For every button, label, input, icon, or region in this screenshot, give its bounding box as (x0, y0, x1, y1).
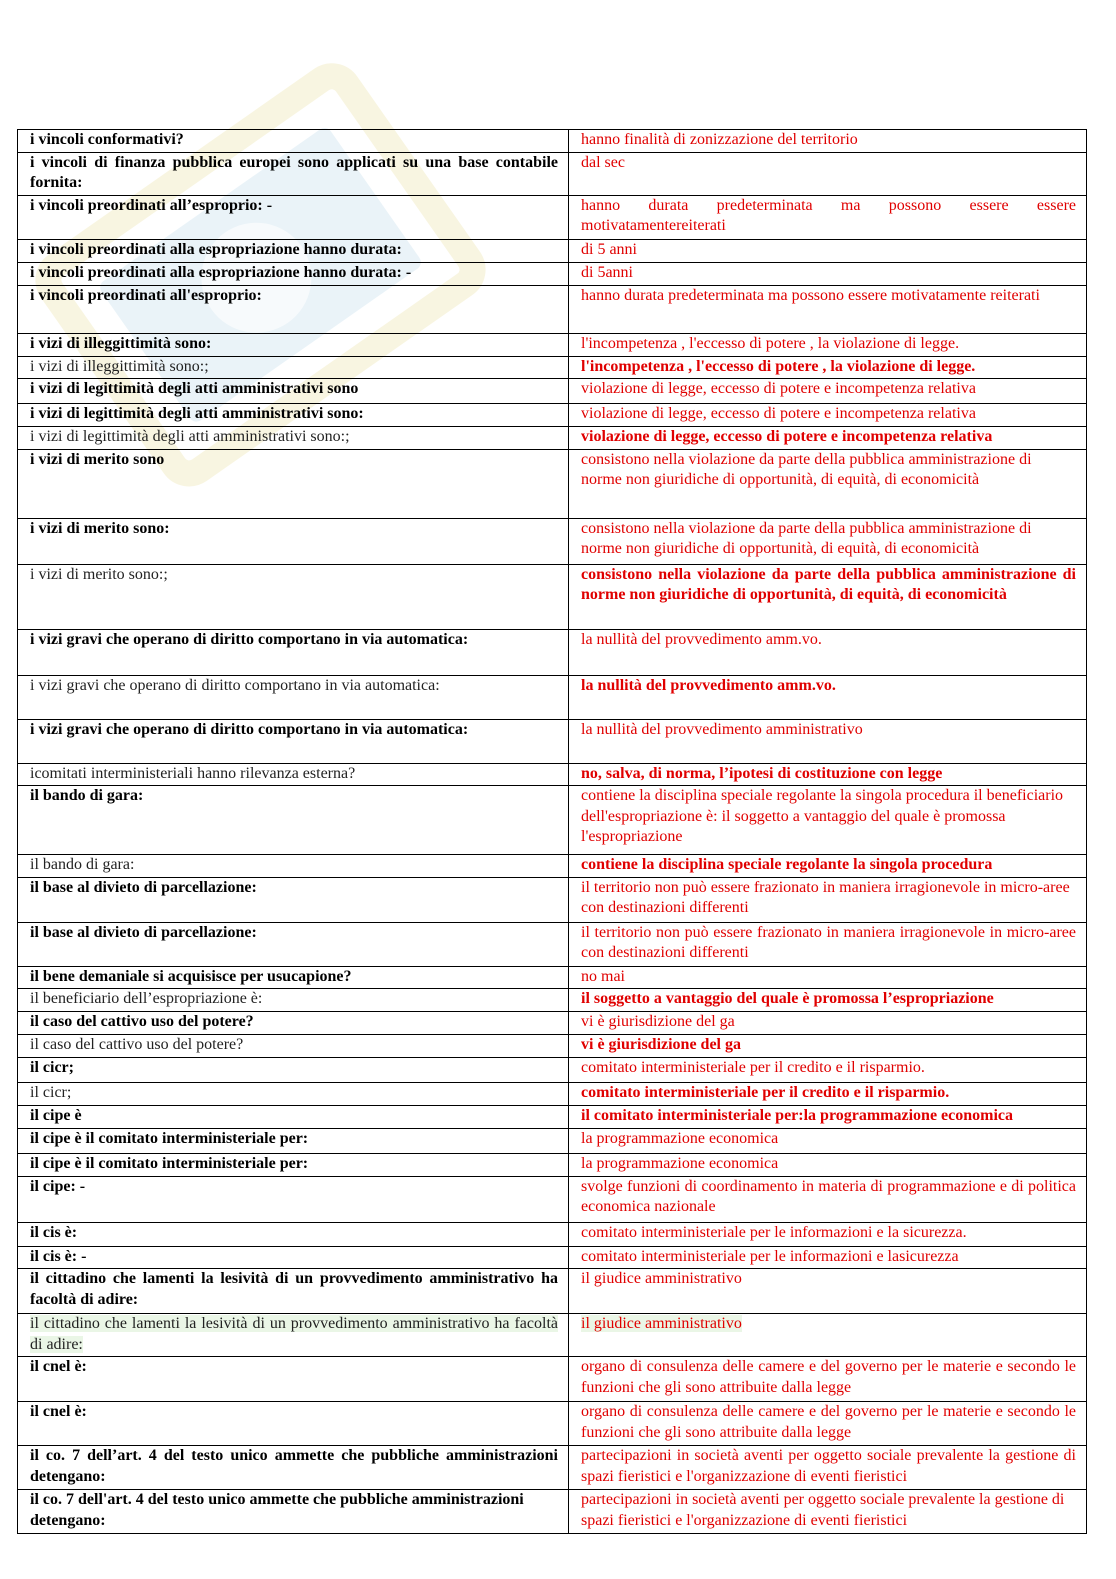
table-row (18, 195, 1087, 239)
question-text: il cipe è (30, 1106, 82, 1124)
question-cell (18, 262, 569, 285)
table-row (18, 1035, 1087, 1058)
question-text: il co. 7 dell'art. 4 del testo unico ammette che pubbliche amministrazioni detengano: (30, 1491, 524, 1529)
answer-text: consistono nella violazione da parte della pubblica amministrazione di norme non giuridiche di opportunità, di equità, di economicità (581, 519, 1032, 557)
question-text: i vizi di merito sono: (30, 519, 170, 537)
answer-cell (569, 195, 1087, 239)
question-cell (18, 427, 569, 450)
question-text: il cicr; (30, 1084, 72, 1101)
answer-cell (569, 262, 1087, 285)
question-cell (18, 1314, 569, 1357)
question-text: il cicr; (30, 1059, 74, 1076)
question-text: il bando di gara: (30, 787, 144, 804)
question-text: il base al divieto di parcellazione: (30, 923, 257, 941)
answer-cell (569, 629, 1087, 675)
answer-text: no mai (581, 967, 625, 985)
answer-cell (569, 675, 1087, 719)
question-cell (18, 966, 569, 989)
question-cell (18, 130, 569, 153)
table-row (18, 427, 1087, 450)
answer-text: vi è giurisdizione del ga (581, 1013, 735, 1030)
answer-cell (569, 877, 1087, 922)
question-cell (18, 877, 569, 922)
answer-cell (569, 356, 1087, 379)
answer-cell (569, 1402, 1087, 1446)
answer-cell (569, 564, 1087, 629)
question-text: il cis è: - (30, 1247, 87, 1265)
question-text: i vincoli conformativi? (30, 131, 184, 148)
answer-cell (569, 379, 1087, 404)
answer-cell (569, 449, 1087, 518)
answer-text: organo di consulenza delle camere e del governo per le materie e secondo le funzioni che gli sono attribuite dalla legge (581, 1403, 1076, 1441)
question-text: i vincoli preordinati alla espropriazione hanno durata: - (30, 263, 412, 281)
table-row (18, 675, 1087, 719)
answer-text: la programmazione economica (581, 1129, 779, 1147)
answer-cell (569, 763, 1087, 786)
question-cell (18, 1153, 569, 1176)
answer-cell (569, 1357, 1087, 1402)
answer-cell (569, 404, 1087, 427)
question-text: i vincoli preordinati all'esproprio: (30, 286, 262, 304)
table-row (18, 1176, 1087, 1222)
question-text: il cittadino che lamenti la lesività di un provvedimento amministrativo ha facoltà di adire: (30, 1315, 558, 1353)
question-text: il cipe: - (30, 1177, 86, 1195)
answer-text: dal sec (581, 153, 625, 171)
answer-text: la programmazione economica (581, 1154, 779, 1172)
question-text: il beneficiario dell’espropriazione è: (30, 990, 263, 1007)
answer-text: il giudice amministrativo (581, 1270, 742, 1287)
answer-cell (569, 1128, 1087, 1153)
answer-cell (569, 989, 1087, 1012)
answer-text: hanno durata predeterminata ma possono essere essere motivatamentereiterati (581, 196, 1076, 234)
table-row (18, 333, 1087, 356)
question-cell (18, 449, 569, 518)
question-cell (18, 1490, 569, 1534)
answer-text: svolge funzioni di coordinamento in materia di programmazione e di politica economica nazionale (581, 1177, 1076, 1215)
table-row (18, 449, 1087, 518)
question-text: il cnel è: (30, 1403, 87, 1420)
question-cell (18, 1083, 569, 1106)
answer-text: violazione di legge, eccesso di potere e incompetenza relativa (581, 380, 976, 397)
table-row (18, 285, 1087, 333)
table-row (18, 966, 1087, 989)
answer-text: contiene la disciplina speciale regolante la singola procedura il beneficiario dell'espropriazione è: il soggetto a vantaggio del quale è promossa l'espropriazione (581, 787, 1064, 845)
answer-text: violazione di legge, eccesso di potere e incompetenza relativa (581, 405, 976, 422)
answer-text: il comitato interministeriale per:la programmazione economica (581, 1106, 1014, 1124)
question-cell (18, 1269, 569, 1314)
question-text: i vizi gravi che operano di diritto comportano in via automatica: (30, 630, 469, 648)
question-cell (18, 239, 569, 262)
question-cell (18, 195, 569, 239)
answer-text: comitato interministeriale per le informazioni e lasicurezza (581, 1247, 959, 1265)
answer-cell (569, 518, 1087, 564)
table-row (18, 1128, 1087, 1153)
table-row (18, 379, 1087, 404)
answer-cell (569, 1035, 1087, 1058)
answer-text: la nullità del provvedimento amm.vo. (581, 676, 836, 694)
answer-cell (569, 1176, 1087, 1222)
table-row (18, 356, 1087, 379)
answer-text: la nullità del provvedimento amm.vo. (581, 630, 822, 648)
question-text: i vizi di merito sono (30, 450, 165, 468)
answer-cell (569, 1153, 1087, 1176)
answer-text: il giudice amministrativo (581, 1315, 742, 1332)
question-cell (18, 1176, 569, 1222)
question-cell (18, 1246, 569, 1269)
answer-cell (569, 1446, 1087, 1490)
table-row (18, 855, 1087, 878)
question-cell (18, 989, 569, 1012)
question-text: il base al divieto di parcellazione: (30, 878, 257, 896)
question-text: i vizi di merito sono:; (30, 565, 168, 583)
table-row (18, 629, 1087, 675)
question-text: i vizi di legittimità degli atti amministrativi sono: (30, 405, 364, 422)
answer-cell (569, 1058, 1087, 1083)
answer-text: organo di consulenza delle camere e del governo per le materie e secondo le funzioni che gli sono attribuite dalla legge (581, 1358, 1076, 1396)
answer-cell (569, 1012, 1087, 1035)
table-row (18, 763, 1087, 786)
answer-cell (569, 152, 1087, 195)
answer-cell (569, 1246, 1087, 1269)
question-text: il cnel è: (30, 1358, 87, 1375)
question-cell (18, 855, 569, 878)
question-text: il co. 7 dell’art. 4 del testo unico ammette che pubbliche amministrazioni detengano: (30, 1447, 558, 1485)
question-cell (18, 675, 569, 719)
question-cell (18, 786, 569, 855)
table-row (18, 922, 1087, 966)
question-text: i vizi di legittimità degli atti amministrativi sono:; (30, 428, 350, 445)
question-text: il bando di gara: (30, 856, 135, 873)
table-row (18, 877, 1087, 922)
answer-cell (569, 922, 1087, 966)
question-text: i vizi di legittimità degli atti amministrativi sono (30, 380, 359, 397)
answer-text: partecipazioni in società aventi per oggetto sociale prevalente la gestione di spazi fieristici e l'organizzazione di eventi fieristici (581, 1491, 1065, 1529)
answer-text: consistono nella violazione da parte della pubblica amministrazione di norme non giuridiche di opportunità, di equità, di economicità (581, 450, 1032, 488)
question-cell (18, 379, 569, 404)
answer-text: l'incompetenza , l'eccesso di potere , la violazione di legge. (581, 357, 976, 375)
answer-text: comitato interministeriale per il credito e il risparmio. (581, 1084, 950, 1101)
answer-text: l'incompetenza , l'eccesso di potere , la violazione di legge. (581, 334, 960, 352)
answer-cell (569, 130, 1087, 153)
answer-text: il soggetto a vantaggio del quale è promossa l’espropriazione (581, 990, 994, 1007)
answer-text: no, salva, di norma, l’ipotesi di costituzione con legge (581, 764, 943, 782)
answer-text: hanno finalità di zonizzazione del territorio (581, 131, 858, 148)
answer-text: contiene la disciplina speciale regolante la singola procedura (581, 856, 993, 873)
table-row (18, 262, 1087, 285)
question-text: i vizi di illeggittimità sono:; (30, 357, 209, 375)
answer-cell (569, 1314, 1087, 1357)
question-text: i vizi gravi che operano di diritto comportano in via automatica: (30, 720, 469, 738)
table-row (18, 1490, 1087, 1534)
answer-cell (569, 1222, 1087, 1246)
question-text: il caso del cattivo uso del potere? (30, 1013, 254, 1030)
question-text: i vizi gravi che operano di diritto comportano in via automatica: (30, 676, 440, 694)
answer-cell (569, 786, 1087, 855)
table-row (18, 1357, 1087, 1402)
table-row (18, 239, 1087, 262)
table-row (18, 1446, 1087, 1490)
answer-cell (569, 239, 1087, 262)
table-row (18, 518, 1087, 564)
question-cell (18, 333, 569, 356)
table-row (18, 719, 1087, 763)
answer-text: consistono nella violazione da parte della pubblica amministrazione di norme non giuridiche di opportunità, di equità, di economicità (581, 565, 1076, 603)
qa-table (17, 129, 1087, 1534)
answer-text: comitato interministeriale per il credito e il risparmio. (581, 1059, 925, 1076)
answer-cell (569, 285, 1087, 333)
answer-text: di 5 anni (581, 240, 637, 258)
question-cell (18, 285, 569, 333)
answer-cell (569, 1083, 1087, 1106)
table-row (18, 404, 1087, 427)
question-text: il cis è: (30, 1223, 78, 1241)
table-row (18, 1222, 1087, 1246)
question-cell (18, 356, 569, 379)
question-cell (18, 629, 569, 675)
question-cell (18, 763, 569, 786)
answer-cell (569, 333, 1087, 356)
question-text: i vincoli di finanza pubblica europei sono applicati su una base contabile fornita: (30, 153, 558, 191)
table-row (18, 1246, 1087, 1269)
question-cell (18, 518, 569, 564)
answer-cell (569, 966, 1087, 989)
answer-text: comitato interministeriale per le informazioni e la sicurezza. (581, 1223, 967, 1241)
question-text: il bene demaniale si acquisisce per usucapione? (30, 967, 352, 985)
question-text: il cipe è il comitato interministeriale per: (30, 1129, 309, 1147)
question-cell (18, 1446, 569, 1490)
table-row (18, 152, 1087, 195)
question-cell (18, 719, 569, 763)
question-text: icomitati interministeriali hanno rilevanza esterna? (30, 764, 356, 782)
question-cell (18, 564, 569, 629)
table-row (18, 1153, 1087, 1176)
answer-cell (569, 1269, 1087, 1314)
question-text: i vincoli preordinati all’esproprio: - (30, 196, 273, 214)
question-text: il cittadino che lamenti la lesività di un provvedimento amministrativo ha facoltà di adire: (30, 1270, 558, 1308)
answer-text: il territorio non può essere frazionato in maniera irragionevole in micro-aree con destinazioni differenti (581, 923, 1076, 961)
question-cell (18, 1012, 569, 1035)
answer-text: la nullità del provvedimento amministrativo (581, 720, 863, 738)
table-row (18, 1058, 1087, 1083)
answer-cell (569, 1105, 1087, 1128)
table-row (18, 1012, 1087, 1035)
answer-text: il territorio non può essere frazionato in maniera irragionevole in micro-aree con destinazioni differenti (581, 878, 1070, 916)
table-row (18, 1083, 1087, 1106)
table-row (18, 130, 1087, 153)
answer-cell (569, 1490, 1087, 1534)
answer-text: violazione di legge, eccesso di potere e incompetenza relativa (581, 428, 993, 445)
answer-text: partecipazioni in società aventi per oggetto sociale prevalente la gestione di spazi fieristici e l'organizzazione di eventi fieristici (581, 1447, 1076, 1485)
table-row (18, 1105, 1087, 1128)
question-text: il caso del cattivo uso del potere? (30, 1036, 244, 1053)
table-row (18, 1314, 1087, 1357)
question-cell (18, 404, 569, 427)
question-cell (18, 1222, 569, 1246)
question-text: i vincoli preordinati alla espropriazione hanno durata: (30, 240, 402, 258)
answer-text: di 5anni (581, 263, 633, 281)
answer-text: hanno durata predeterminata ma possono essere motivatamente reiterati (581, 286, 1040, 304)
answer-cell (569, 427, 1087, 450)
question-cell (18, 1058, 569, 1083)
table-row (18, 1269, 1087, 1314)
answer-cell (569, 719, 1087, 763)
question-text: il cipe è il comitato interministeriale per: (30, 1154, 309, 1172)
question-cell (18, 152, 569, 195)
table-row (18, 786, 1087, 855)
question-text: i vizi di illeggittimità sono: (30, 334, 212, 352)
question-cell (18, 922, 569, 966)
table-row (18, 1402, 1087, 1446)
question-cell (18, 1128, 569, 1153)
table-row (18, 564, 1087, 629)
question-cell (18, 1035, 569, 1058)
table-row (18, 989, 1087, 1012)
answer-text: vi è giurisdizione del ga (581, 1036, 741, 1053)
question-cell (18, 1357, 569, 1402)
answer-cell (569, 855, 1087, 878)
question-cell (18, 1105, 569, 1128)
question-cell (18, 1402, 569, 1446)
